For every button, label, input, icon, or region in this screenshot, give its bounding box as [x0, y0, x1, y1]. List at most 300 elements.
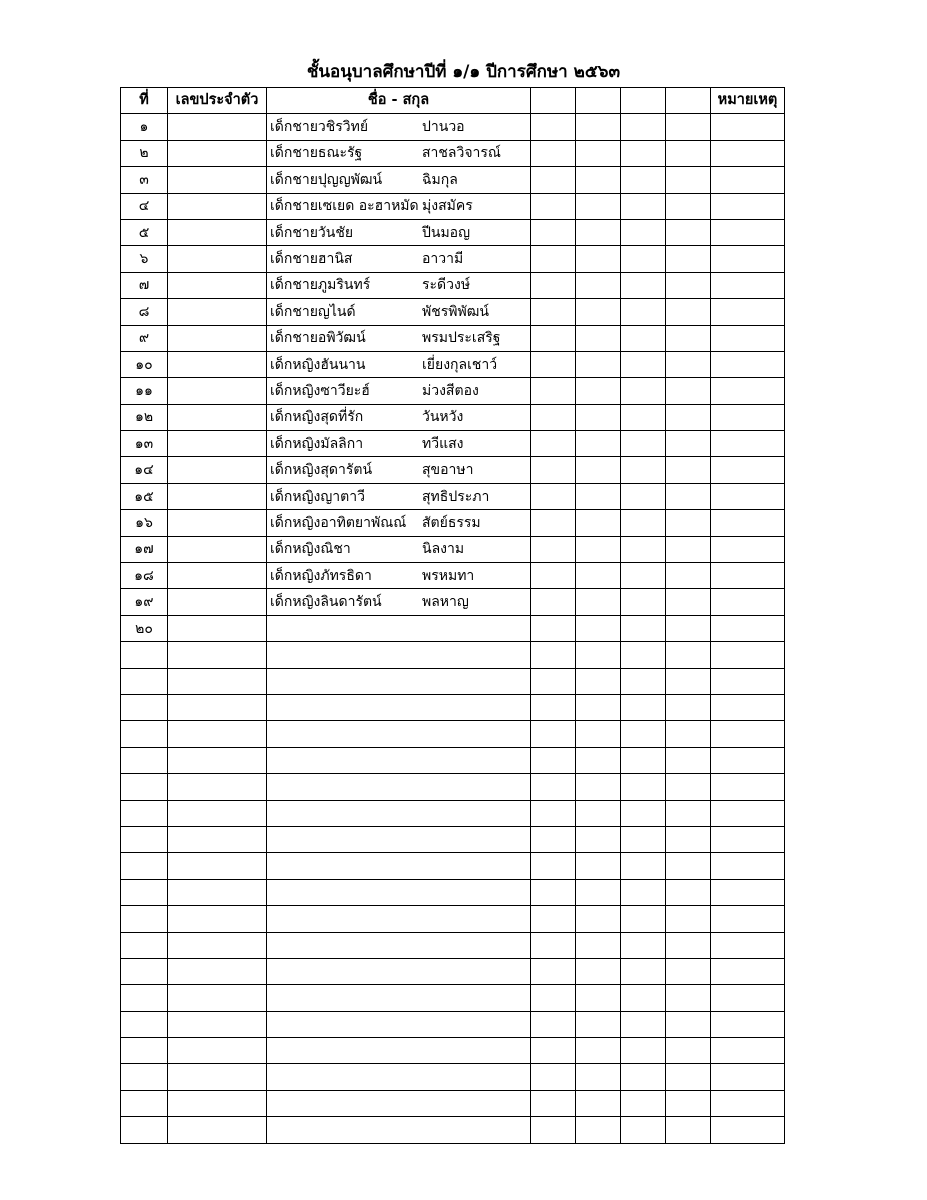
page-title: ชั้นอนุบาลศึกษาปีที่ ๑/๑ ปีการศึกษา ๒๕๖๓ — [306, 62, 621, 82]
remark-cell — [711, 879, 785, 905]
student-first-name: เด็กชายญไนด์ — [270, 303, 356, 320]
remark-cell — [711, 747, 785, 773]
table-row — [121, 378, 785, 404]
blank-cell-4 — [666, 906, 711, 932]
row-number-cell — [121, 932, 168, 958]
blank-cell-3 — [621, 378, 666, 404]
blank-cell-4 — [666, 114, 711, 140]
student-id-cell — [168, 1117, 267, 1143]
student-first-name: เด็กหญิงสุดที่รัก — [270, 409, 364, 426]
remark-cell — [711, 193, 785, 219]
student-name-cell — [267, 1011, 531, 1037]
remark-cell — [711, 378, 785, 404]
blank-cell-4 — [666, 800, 711, 826]
row-number-cell: ๘ — [121, 299, 168, 325]
student-name-cell — [267, 351, 531, 377]
row-number-cell — [121, 1038, 168, 1064]
blank-cell-3 — [621, 985, 666, 1011]
remark-cell — [711, 853, 785, 879]
student-name-cell — [267, 457, 531, 483]
remark-cell — [711, 457, 785, 483]
student-name-cell — [267, 906, 531, 932]
student-name-cell — [267, 431, 531, 457]
blank-cell-3 — [621, 1011, 666, 1037]
row-number-cell — [121, 1064, 168, 1090]
blank-cell-4 — [666, 826, 711, 852]
table-row — [121, 536, 785, 562]
row-number-cell — [121, 906, 168, 932]
table-row — [121, 694, 785, 720]
blank-cell-4 — [666, 272, 711, 298]
table-row — [121, 404, 785, 430]
student-name-cell — [267, 800, 531, 826]
student-id-cell — [168, 404, 267, 430]
row-number-cell — [121, 1117, 168, 1143]
table-row — [121, 1090, 785, 1116]
table-row — [121, 431, 785, 457]
student-id-cell — [168, 879, 267, 905]
student-last-name: ปานวอ — [422, 119, 465, 136]
student-name-cell — [267, 774, 531, 800]
student-id-cell — [168, 272, 267, 298]
blank-cell-4 — [666, 378, 711, 404]
blank-cell-3 — [621, 694, 666, 720]
student-last-name: ระดีวงษ์ — [422, 277, 471, 294]
student-name-cell — [267, 853, 531, 879]
table-row — [121, 826, 785, 852]
blank-cell-3 — [621, 774, 666, 800]
table-row — [121, 351, 785, 377]
table-row — [121, 589, 785, 615]
remark-cell — [711, 167, 785, 193]
blank-cell-1 — [531, 536, 576, 562]
blank-cell-1 — [531, 167, 576, 193]
blank-cell-1 — [531, 219, 576, 245]
blank-cell-1 — [531, 431, 576, 457]
blank-cell-1 — [531, 1117, 576, 1143]
student-id-cell — [168, 853, 267, 879]
blank-cell-2 — [576, 774, 621, 800]
row-number-cell: ๗ — [121, 272, 168, 298]
blank-cell-1 — [531, 826, 576, 852]
blank-cell-2 — [576, 694, 621, 720]
blank-cell-2 — [576, 589, 621, 615]
student-first-name: เด็กหญิงมัลลิกา — [270, 435, 364, 452]
row-number-cell — [121, 853, 168, 879]
remark-cell — [711, 774, 785, 800]
table-row — [121, 932, 785, 958]
student-id-cell — [168, 483, 267, 509]
student-last-name: สุขอาษา — [422, 462, 474, 479]
blank-cell-2 — [576, 378, 621, 404]
blank-cell-4 — [666, 404, 711, 430]
row-number-cell — [121, 800, 168, 826]
student-first-name: เด็กชายธณะรัฐ — [270, 145, 363, 162]
table-row — [121, 1011, 785, 1037]
student-name-cell — [267, 219, 531, 245]
table-row — [121, 167, 785, 193]
row-number-cell: ๑๓ — [121, 431, 168, 457]
row-number-cell: ๑๙ — [121, 589, 168, 615]
student-first-name: เด็กหญิงฮันนาน — [270, 356, 366, 373]
blank-cell-3 — [621, 1038, 666, 1064]
blank-cell-2 — [576, 615, 621, 641]
remark-cell — [711, 800, 785, 826]
blank-cell-2 — [576, 1117, 621, 1143]
remark-cell — [711, 1090, 785, 1116]
table-row — [121, 510, 785, 536]
student-id-cell — [168, 694, 267, 720]
student-id-cell — [168, 246, 267, 272]
blank-cell-2 — [576, 826, 621, 852]
table-row — [121, 272, 785, 298]
student-roster-table — [120, 87, 785, 1144]
blank-cell-2 — [576, 219, 621, 245]
student-name-cell — [267, 510, 531, 536]
student-id-cell — [168, 299, 267, 325]
student-last-name: นิลงาม — [422, 541, 465, 558]
student-name-cell — [267, 193, 531, 219]
blank-cell-4 — [666, 1090, 711, 1116]
table-row — [121, 246, 785, 272]
blank-cell-2 — [576, 747, 621, 773]
row-number-cell — [121, 668, 168, 694]
remark-cell — [711, 536, 785, 562]
student-first-name: เด็กหญิงสุดารัตน์ — [270, 462, 373, 479]
blank-cell-1 — [531, 299, 576, 325]
student-last-name: ม่วงสีตอง — [422, 382, 479, 399]
row-number-cell — [121, 879, 168, 905]
student-id-cell — [168, 642, 267, 668]
blank-cell-3 — [621, 1117, 666, 1143]
blank-cell-1 — [531, 351, 576, 377]
blank-cell-3 — [621, 879, 666, 905]
column-header-name: ชื่อ - สกุล — [267, 88, 531, 114]
blank-cell-4 — [666, 193, 711, 219]
student-id-cell — [168, 167, 267, 193]
student-last-name: พรหมทา — [422, 567, 475, 584]
student-id-cell — [168, 510, 267, 536]
remark-cell — [711, 299, 785, 325]
row-number-cell: ๓ — [121, 167, 168, 193]
student-id-cell — [168, 958, 267, 984]
blank-cell-2 — [576, 457, 621, 483]
row-number-cell: ๙ — [121, 325, 168, 351]
blank-cell-2 — [576, 906, 621, 932]
blank-cell-1 — [531, 906, 576, 932]
row-number-cell — [121, 958, 168, 984]
student-name-cell — [267, 299, 531, 325]
student-name-cell — [267, 932, 531, 958]
blank-cell-2 — [576, 1064, 621, 1090]
remark-cell — [711, 404, 785, 430]
blank-cell-4 — [666, 167, 711, 193]
blank-cell-2 — [576, 853, 621, 879]
student-first-name: เด็กชายภูมรินทร์ — [270, 277, 371, 294]
student-last-name: พัชรพิพัฒน์ — [422, 303, 489, 320]
student-id-cell — [168, 589, 267, 615]
student-id-cell — [168, 615, 267, 641]
blank-cell-4 — [666, 325, 711, 351]
blank-cell-3 — [621, 457, 666, 483]
table-row — [121, 325, 785, 351]
blank-cell-4 — [666, 642, 711, 668]
blank-cell-4 — [666, 536, 711, 562]
blank-cell-2 — [576, 932, 621, 958]
blank-cell-3 — [621, 536, 666, 562]
remark-cell — [711, 668, 785, 694]
student-id-cell — [168, 774, 267, 800]
row-number-cell: ๒๐ — [121, 615, 168, 641]
row-number-cell: ๕ — [121, 219, 168, 245]
blank-cell-2 — [576, 167, 621, 193]
student-last-name: มุ่งสมัคร — [422, 198, 473, 215]
blank-cell-3 — [621, 1064, 666, 1090]
student-name-cell — [267, 958, 531, 984]
blank-cell-1 — [531, 457, 576, 483]
row-number-cell — [121, 642, 168, 668]
blank-cell-4 — [666, 1117, 711, 1143]
blank-cell-4 — [666, 668, 711, 694]
blank-cell-4 — [666, 1064, 711, 1090]
blank-cell-1 — [531, 114, 576, 140]
column-header-blank-1 — [531, 88, 576, 114]
blank-cell-3 — [621, 1090, 666, 1116]
student-id-cell — [168, 721, 267, 747]
student-name-cell — [267, 483, 531, 509]
blank-cell-1 — [531, 747, 576, 773]
blank-cell-1 — [531, 246, 576, 272]
blank-cell-2 — [576, 483, 621, 509]
remark-cell — [711, 642, 785, 668]
student-id-cell — [168, 325, 267, 351]
table-row — [121, 668, 785, 694]
student-name-cell — [267, 1064, 531, 1090]
student-first-name: เด็กหญิงญาตาวี — [270, 488, 365, 505]
student-name-cell — [267, 747, 531, 773]
blank-cell-3 — [621, 510, 666, 536]
remark-cell — [711, 325, 785, 351]
student-name-cell — [267, 114, 531, 140]
row-number-cell: ๑๒ — [121, 404, 168, 430]
blank-cell-1 — [531, 932, 576, 958]
remark-cell — [711, 140, 785, 166]
blank-cell-4 — [666, 721, 711, 747]
table-row — [121, 140, 785, 166]
blank-cell-1 — [531, 404, 576, 430]
row-number-cell — [121, 694, 168, 720]
row-number-cell: ๖ — [121, 246, 168, 272]
blank-cell-3 — [621, 246, 666, 272]
blank-cell-2 — [576, 536, 621, 562]
row-number-cell: ๑๑ — [121, 378, 168, 404]
student-first-name: เด็กหญิงภัทรธิดา — [270, 567, 372, 584]
student-name-cell — [267, 589, 531, 615]
roster-body — [121, 114, 785, 1143]
student-last-name: สุทธิประภา — [422, 488, 490, 505]
blank-cell-4 — [666, 1038, 711, 1064]
student-last-name: ปีนมอญ — [422, 224, 471, 241]
student-id-cell — [168, 747, 267, 773]
blank-cell-4 — [666, 853, 711, 879]
student-name-cell — [267, 668, 531, 694]
blank-cell-3 — [621, 351, 666, 377]
student-id-cell — [168, 800, 267, 826]
blank-cell-2 — [576, 721, 621, 747]
table-row — [121, 879, 785, 905]
row-number-cell: ๑๔ — [121, 457, 168, 483]
student-id-cell — [168, 932, 267, 958]
blank-cell-2 — [576, 325, 621, 351]
student-name-cell — [267, 140, 531, 166]
student-id-cell — [168, 457, 267, 483]
row-number-cell: ๑๗ — [121, 536, 168, 562]
table-row — [121, 721, 785, 747]
remark-cell — [711, 1011, 785, 1037]
student-last-name: สัตย์ธรรม — [422, 514, 481, 531]
remark-cell — [711, 694, 785, 720]
student-id-cell — [168, 378, 267, 404]
blank-cell-4 — [666, 140, 711, 166]
blank-cell-3 — [621, 219, 666, 245]
remark-cell — [711, 826, 785, 852]
table-row — [121, 642, 785, 668]
row-number-cell — [121, 721, 168, 747]
blank-cell-2 — [576, 642, 621, 668]
row-number-cell — [121, 1090, 168, 1116]
student-last-name: พรมประเสริฐ — [422, 330, 501, 347]
table-row — [121, 563, 785, 589]
blank-cell-1 — [531, 272, 576, 298]
student-name-cell — [267, 721, 531, 747]
student-id-cell — [168, 826, 267, 852]
student-id-cell — [168, 219, 267, 245]
blank-cell-3 — [621, 272, 666, 298]
blank-cell-2 — [576, 1038, 621, 1064]
student-name-cell — [267, 246, 531, 272]
table-row — [121, 114, 785, 140]
table-row — [121, 1064, 785, 1090]
student-id-cell — [168, 351, 267, 377]
table-row — [121, 853, 785, 879]
blank-cell-4 — [666, 985, 711, 1011]
table-row — [121, 906, 785, 932]
row-number-cell: ๑๐ — [121, 351, 168, 377]
blank-cell-2 — [576, 1090, 621, 1116]
row-number-cell — [121, 1011, 168, 1037]
remark-cell — [711, 1038, 785, 1064]
student-name-cell — [267, 563, 531, 589]
table-row — [121, 985, 785, 1011]
student-first-name: เด็กชายปุญญพัฒน์ — [270, 171, 383, 188]
student-first-name: เด็กชายฮานิส — [270, 251, 353, 268]
blank-cell-3 — [621, 906, 666, 932]
row-number-cell: ๑๕ — [121, 483, 168, 509]
blank-cell-2 — [576, 193, 621, 219]
remark-cell — [711, 1064, 785, 1090]
student-name-cell — [267, 642, 531, 668]
blank-cell-1 — [531, 140, 576, 166]
blank-cell-4 — [666, 615, 711, 641]
student-first-name: เด็กหญิงซาวียะฮ์ — [270, 382, 370, 399]
student-id-cell — [168, 193, 267, 219]
blank-cell-3 — [621, 826, 666, 852]
blank-cell-1 — [531, 694, 576, 720]
blank-cell-2 — [576, 985, 621, 1011]
table-row — [121, 299, 785, 325]
blank-cell-2 — [576, 563, 621, 589]
remark-cell — [711, 985, 785, 1011]
blank-cell-4 — [666, 932, 711, 958]
remark-cell — [711, 431, 785, 457]
student-first-name: เด็กหญิงลินดารัตน์ — [270, 594, 382, 611]
remark-cell — [711, 563, 785, 589]
table-row — [121, 958, 785, 984]
student-id-cell — [168, 140, 267, 166]
row-number-cell: ๔ — [121, 193, 168, 219]
remark-cell — [711, 246, 785, 272]
student-id-cell — [168, 1090, 267, 1116]
blank-cell-1 — [531, 774, 576, 800]
blank-cell-4 — [666, 431, 711, 457]
blank-cell-3 — [621, 589, 666, 615]
remark-cell — [711, 589, 785, 615]
blank-cell-2 — [576, 246, 621, 272]
student-name-cell — [267, 826, 531, 852]
blank-cell-1 — [531, 985, 576, 1011]
student-first-name: เด็กชายอพิวัฒน์ — [270, 330, 366, 347]
blank-cell-1 — [531, 563, 576, 589]
blank-cell-2 — [576, 958, 621, 984]
student-id-cell — [168, 563, 267, 589]
blank-cell-1 — [531, 615, 576, 641]
table-row — [121, 747, 785, 773]
blank-cell-3 — [621, 958, 666, 984]
remark-cell — [711, 219, 785, 245]
student-id-cell — [168, 1011, 267, 1037]
column-header-remark: หมายเหตุ — [711, 88, 785, 114]
student-id-cell — [168, 1038, 267, 1064]
header-row — [121, 88, 785, 114]
blank-cell-1 — [531, 1038, 576, 1064]
blank-cell-1 — [531, 642, 576, 668]
table-row — [121, 800, 785, 826]
student-first-name: เด็กหญิงณิชา — [270, 541, 351, 558]
student-first-name: เด็กชายเซเยด อะฮาหมัด — [270, 198, 419, 215]
blank-cell-1 — [531, 483, 576, 509]
blank-cell-3 — [621, 932, 666, 958]
student-first-name: เด็กหญิงอาทิตยาพัณณ์ — [270, 514, 407, 531]
student-id-cell — [168, 985, 267, 1011]
student-name-cell — [267, 1117, 531, 1143]
blank-cell-4 — [666, 246, 711, 272]
blank-cell-1 — [531, 1090, 576, 1116]
blank-cell-1 — [531, 589, 576, 615]
remark-cell — [711, 351, 785, 377]
blank-cell-4 — [666, 351, 711, 377]
blank-cell-3 — [621, 404, 666, 430]
remark-cell — [711, 721, 785, 747]
remark-cell — [711, 932, 785, 958]
table-row — [121, 193, 785, 219]
blank-cell-2 — [576, 800, 621, 826]
blank-cell-2 — [576, 404, 621, 430]
blank-cell-1 — [531, 510, 576, 536]
table-row — [121, 483, 785, 509]
remark-cell — [711, 483, 785, 509]
student-name-cell — [267, 694, 531, 720]
blank-cell-1 — [531, 800, 576, 826]
